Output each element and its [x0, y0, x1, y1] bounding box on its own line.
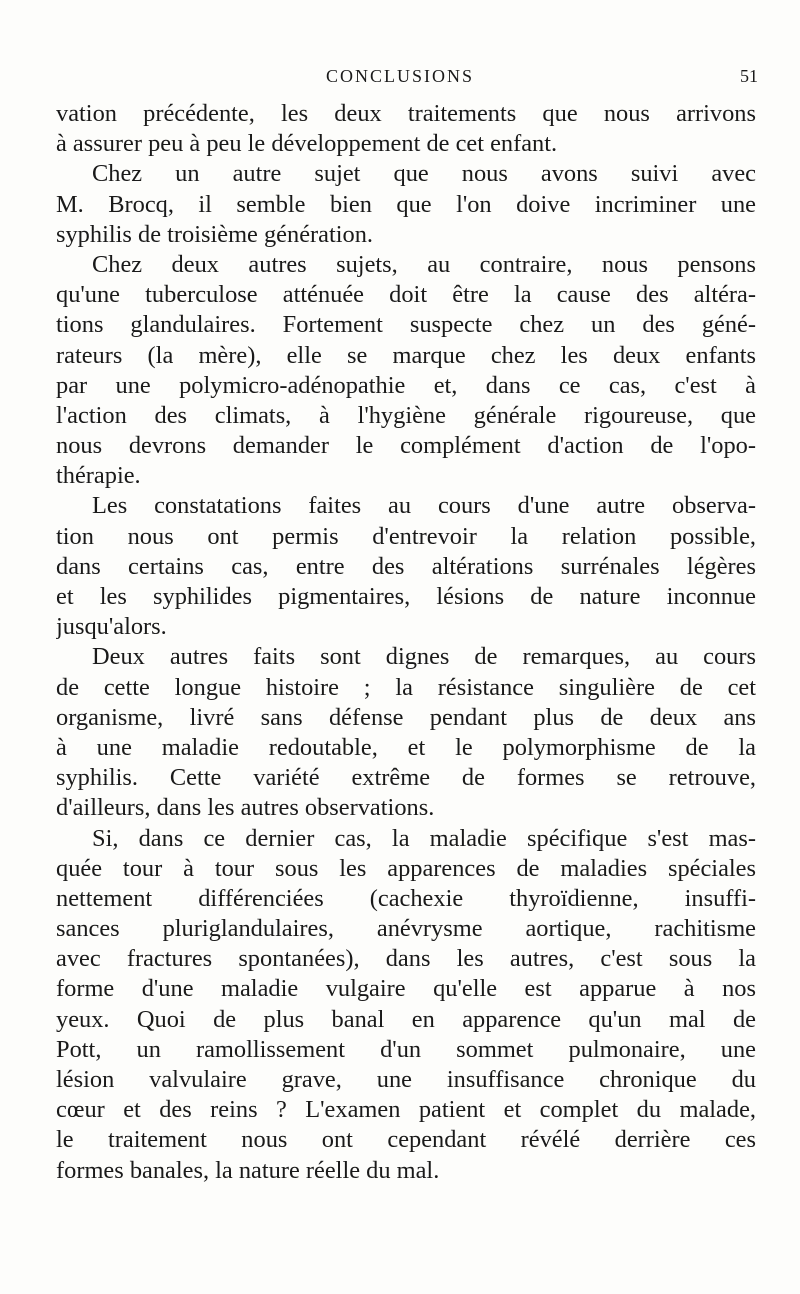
text-line: Si, dans ce dernier cas, la maladie spécifique s'est mas- [92, 824, 756, 852]
text-line: par une polymicro-adénopathie et, dans ce cas, c'est à [56, 371, 756, 399]
text-line: syphilis de troisième génération. [56, 220, 374, 248]
text-line: l'action des climats, à l'hygiène générale rigoureuse, que [56, 401, 756, 429]
text-line: Les constatations faites au cours d'une autre observa- [92, 492, 756, 520]
running-title: CONCLUSIONS [325, 66, 475, 86]
text-line: formes banales, la nature réelle du mal. [56, 1156, 440, 1184]
text-line: tion nous ont permis d'entrevoir la relation possible, [56, 522, 756, 550]
text-line: M. Brocq, il semble bien que l'on doive incriminer une [56, 190, 756, 218]
page-number: 51 [740, 66, 758, 86]
text-line: forme d'une maladie vulgaire qu'elle est apparue à nos [56, 975, 756, 1003]
text-line: Pott, un ramollissement d'un sommet pulmonaire, une [56, 1035, 756, 1063]
text-line: organisme, livré sans défense pendant plus de deux ans [56, 703, 756, 731]
body-text [56, 99, 756, 1186]
text-line: Chez deux autres sujets, au contraire, nous pensons [92, 250, 756, 278]
text-line: quée tour à tour sous les apparences de maladies spéciales [56, 854, 756, 882]
text-line: vation précédente, les deux traitements que nous arrivons [56, 100, 756, 127]
text-line: d'ailleurs, dans les autres observations. [56, 794, 435, 822]
text-line: dans certains cas, entre des altérations surrénales légères [56, 552, 756, 580]
text-line: Chez un autre sujet que nous avons suivi avec [92, 160, 756, 188]
text-line: thérapie. [56, 462, 141, 490]
text-line: Deux autres faits sont dignes de remarques, au cours [92, 643, 756, 671]
text-line: à une maladie redoutable, et le polymorphisme de la [56, 733, 756, 761]
text-line: lésion valvulaire grave, une insuffisance chronique du [56, 1066, 756, 1093]
running-head [0, 66, 800, 94]
text-line: jusqu'alors. [56, 613, 167, 641]
text-line: rateurs (la mère), elle se marque chez les deux enfants [56, 341, 756, 369]
text-line: tions glandulaires. Fortement suspecte chez un des géné- [56, 311, 756, 339]
text-line: yeux. Quoi de plus banal en apparence qu'un mal de [56, 1005, 756, 1033]
text-line: syphilis. Cette variété extrême de formes se retrouve, [56, 764, 756, 792]
text-line: le traitement nous ont cependant révélé derrière ces [56, 1126, 756, 1154]
text-line: de cette longue histoire ; la résistance singulière de cet [56, 673, 756, 701]
text-line: à assurer peu à peu le développement de cet enfant. [56, 130, 558, 158]
text-line: cœur et des reins ? L'examen patient et complet du malade, [56, 1096, 756, 1124]
text-line: et les syphilides pigmentaires, lésions de nature inconnue [56, 583, 756, 610]
text-line: avec fractures spontanées), dans les autres, c'est sous la [56, 945, 756, 973]
text-line: sances pluriglandulaires, anévrysme aortique, rachitisme [56, 915, 756, 943]
text-line: nous devrons demander le complément d'action de l'opo- [56, 432, 756, 460]
text-line: nettement différenciées (cachexie thyroïdienne, insuffi- [56, 884, 756, 912]
text-line: qu'une tuberculose atténuée doit être la cause des altéra- [56, 281, 756, 309]
